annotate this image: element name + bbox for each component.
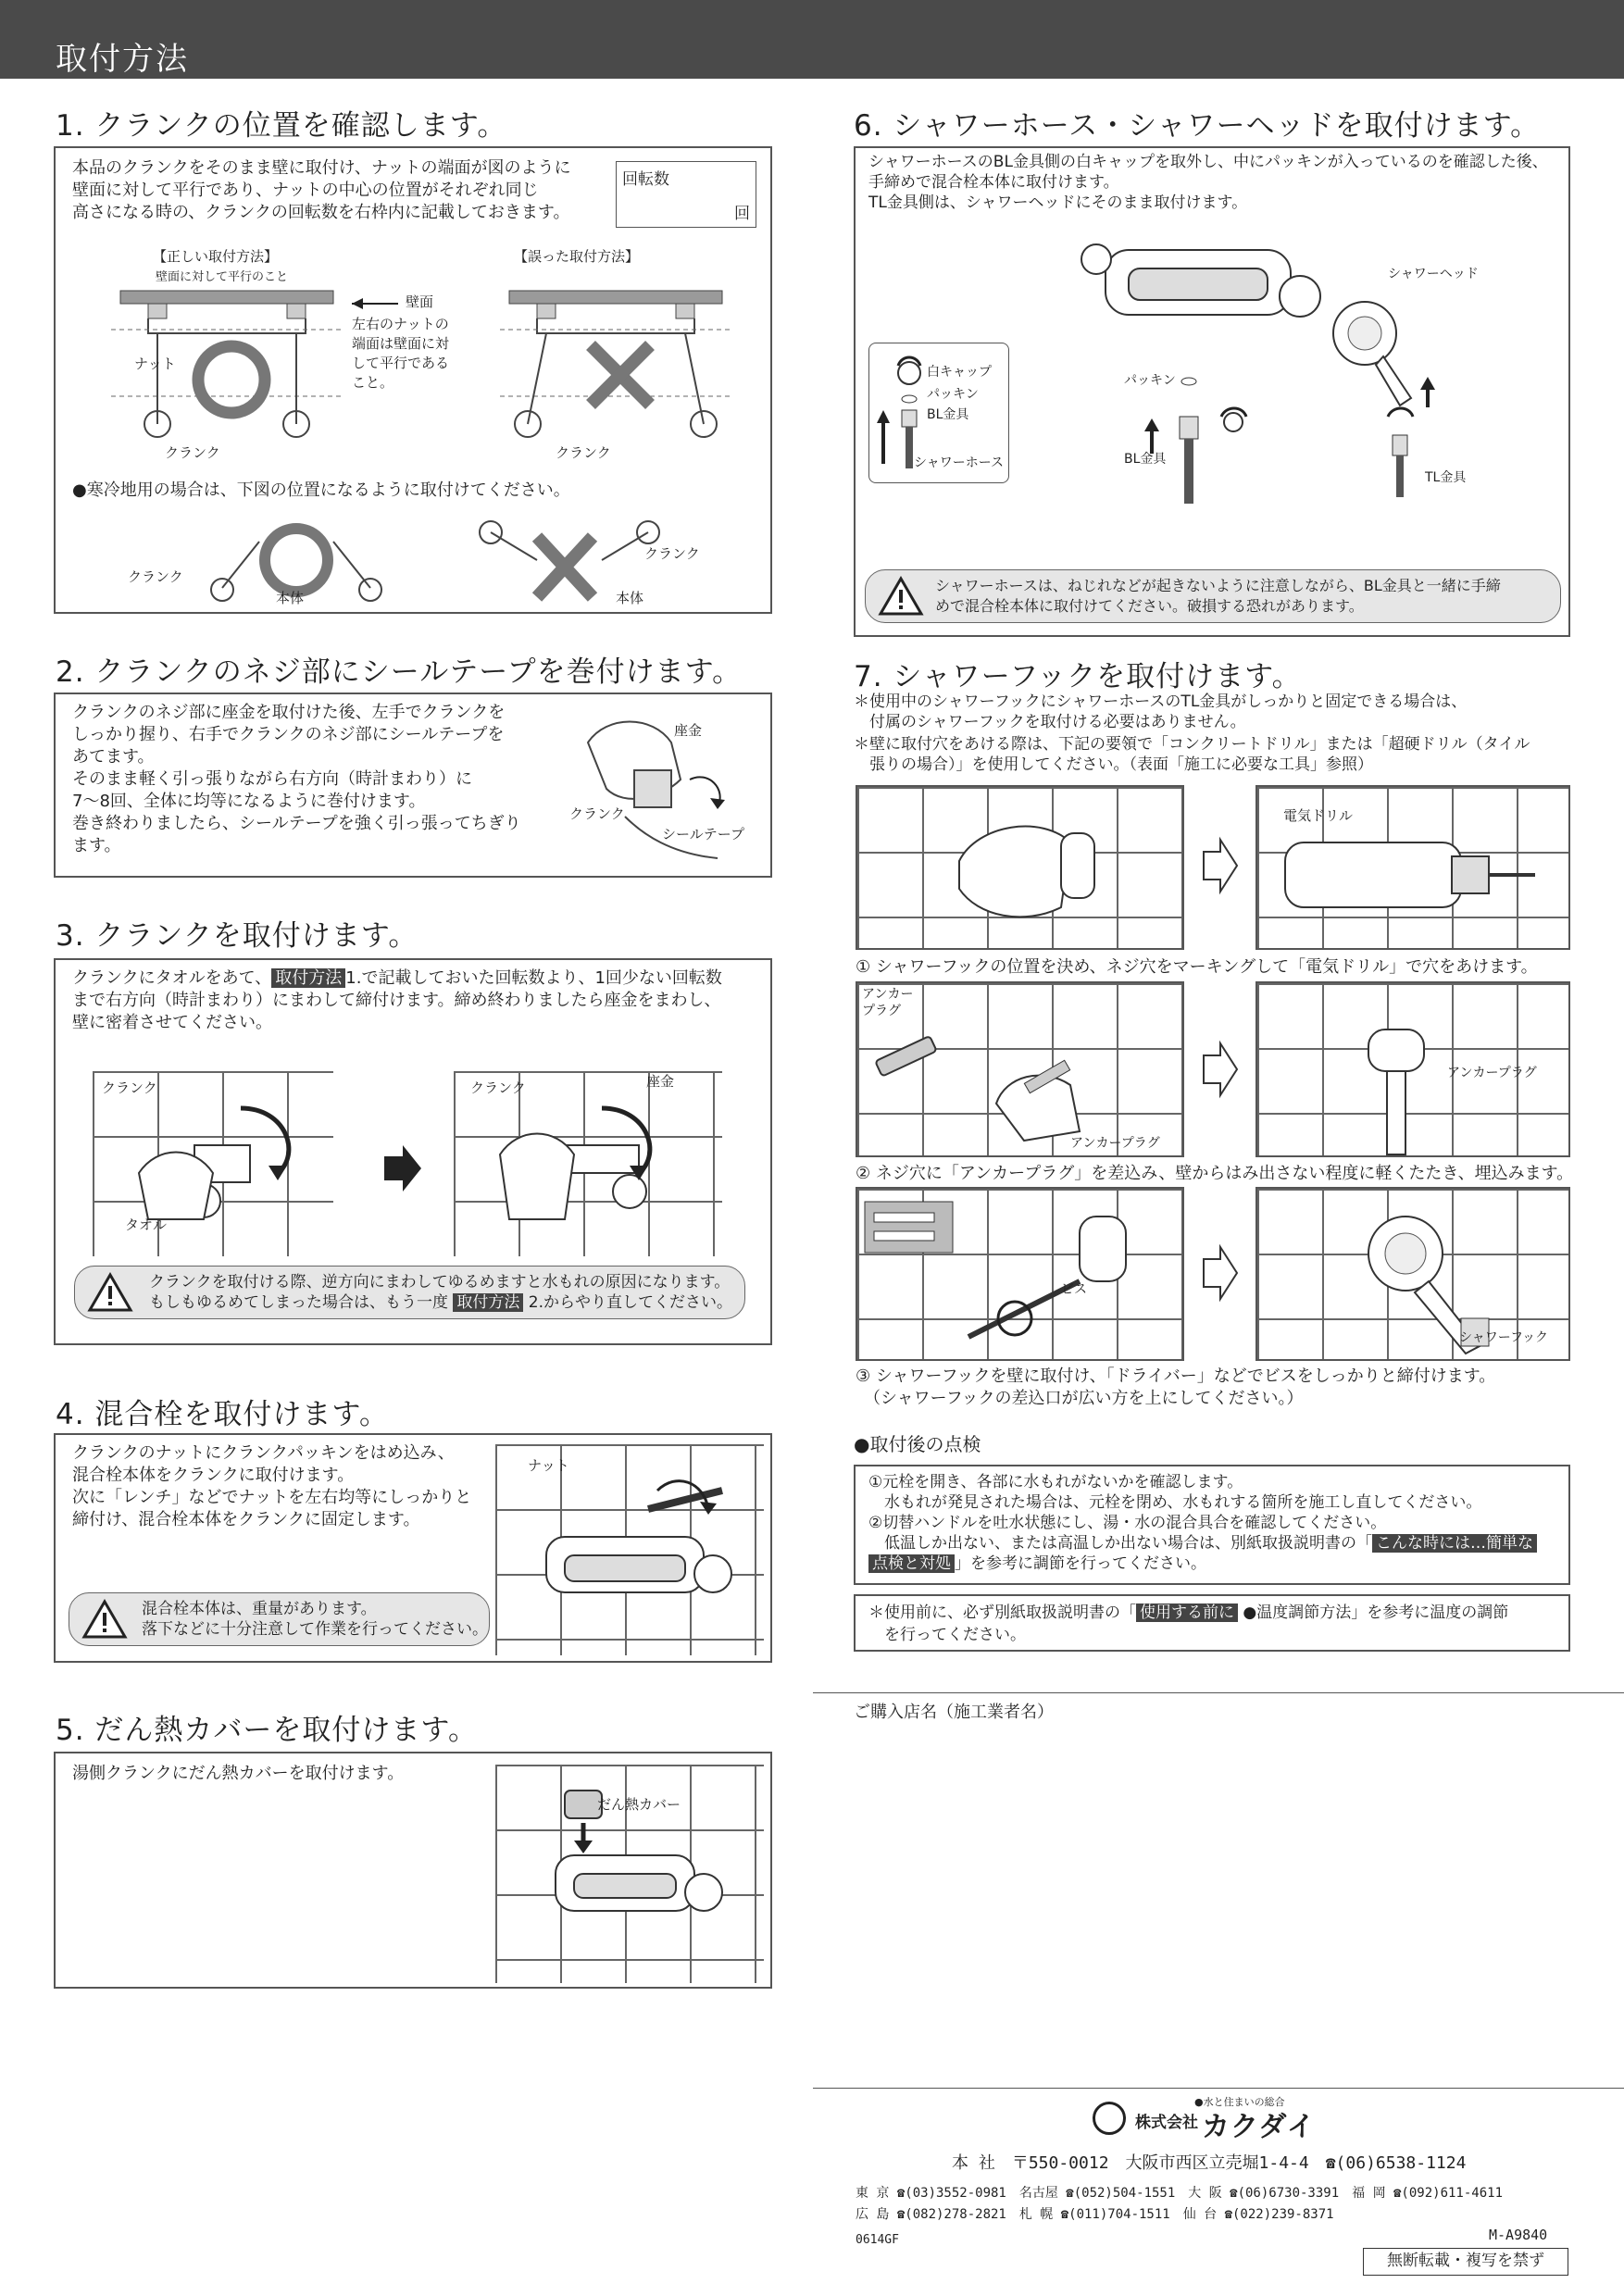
section-3-text: クランクにタオルをあて、 取付方法 1.で記載しておいた回転数より、1回少ない回転数 まで右方向（時計まわり）にまわして締付けます。締め終わりましたら座金をまわし、 壁に密着させてください。 [72, 968, 722, 1032]
section-6-warning-text: シャワーホースは、ねじれなどが起きないように注意しながら、BL金具と一緒に手締 めで混合栓本体に取付けてください。破損する恐れがあります。 [935, 577, 1501, 615]
print-code: 0614GF [856, 2233, 899, 2247]
section-2-box [54, 693, 772, 878]
washer-label-s3: 座金 [646, 1073, 675, 1090]
section-3-title: 3. クランクを取付けます。 [56, 919, 418, 953]
crank-label-s3a: クランク [102, 1079, 157, 1096]
offices-line-2: 広 島 ☎(082)278-2821 札 幌 ☎(011)704-1511 仙 台 ☎(022)239-8371 [856, 2207, 1334, 2222]
prenote-text: ＊使用前に、必ず別紙取扱説明書の「 使用する前に ●温度調節方法」を参考に温度の調節 を行ってください。 [868, 1603, 1509, 1644]
hq-address: 本 社 〒550-0012 大阪市西区立売堀1-4-4 ☎(06)6538-1124 [952, 2153, 1467, 2173]
towel-label: タオル [125, 1217, 168, 1233]
prenote-box [854, 1594, 1570, 1652]
wall-arrow [352, 294, 407, 313]
cold-region-note: ●寒冷地用の場合は、下図の位置になるように取付けてください。 [72, 480, 570, 500]
drill-shape [1276, 824, 1554, 935]
section-1-box [54, 146, 772, 614]
section-6-warning [865, 569, 1561, 623]
step1-illust-a [856, 785, 1184, 950]
section-2-text: クランクのネジ部に座金を取付けた後、左手でクランクを しっかり握り、右手でクランクのネジ部にシールテープを あてます。 そのまま軽く引っ張りながら右方向（時計まわり）に 7〜8回、全体に均等になるように巻付けます。 巻き終わりましたら、シールテープを強く引っ張ってちぎり ます。 [72, 703, 521, 855]
company-prefix: 株式会社 [1135, 2114, 1198, 2132]
section-4-box [54, 1433, 772, 1663]
marking-hands [941, 805, 1126, 944]
warning-icon [879, 577, 923, 616]
shower-head-label: シャワーヘッド [1388, 267, 1479, 281]
step1-illust-b [1255, 785, 1570, 950]
bl-label: BL金具 [927, 407, 969, 422]
crank-hand-2 [491, 1090, 694, 1238]
kakudai-logo-icon [1093, 2102, 1126, 2135]
section-6-title: 6. シャワーホース・シャワーヘッドを取付けます。 [854, 109, 1541, 143]
crank-label-2: クランク [556, 444, 611, 461]
wrong-mark [583, 338, 657, 412]
company-logo [1093, 2094, 1352, 2143]
check-box [854, 1465, 1570, 1585]
step3-illust-b [1255, 1187, 1570, 1361]
packing-label: パッキン [927, 387, 979, 402]
shop-name-label: ご購入店名（施工業者名） [854, 1703, 1054, 1722]
cold-crank-label-2: クランク [644, 545, 700, 562]
drill-label: 電気ドリル [1283, 807, 1354, 824]
sealtape-illustration [569, 705, 755, 872]
warning-icon [82, 1600, 127, 1639]
section-6-box [854, 146, 1570, 637]
anchor-plug-label-c: アンカープラグ [1447, 1066, 1537, 1080]
anchor-plug-shape [871, 1029, 945, 1085]
step2-illust-a [856, 981, 1184, 1157]
cold-crank-label-1: クランク [128, 568, 183, 585]
next-arrow-1 [1202, 838, 1239, 893]
packing2-label: パッキン [1124, 373, 1176, 388]
tag-install-method: 取付方法 [271, 968, 345, 988]
hose-label: シャワーホース [914, 455, 1005, 470]
correct-sub: 壁面に対して平行のこと [156, 270, 289, 284]
bl2-label: BL金具 [1124, 452, 1167, 467]
document-number: M-A9840 [1489, 2227, 1548, 2243]
company-slogan: ●水と住まいの総合 [1194, 2096, 1285, 2108]
screw-label: ビス [1061, 1282, 1087, 1297]
step1-caption: ① シャワーフックの位置を決め、ネジ穴をマーキングして「電気ドリル」で穴をあけます。 [856, 957, 1538, 977]
sealtape-label: シールテープ [662, 826, 744, 842]
hook-label: シャワーフック [1459, 1330, 1549, 1345]
footer-divider [813, 2088, 1624, 2089]
section-1-title: 1. クランクの位置を確認します。 [56, 109, 507, 143]
correct-mark [190, 338, 273, 421]
next-arrow-s3 [384, 1145, 421, 1192]
wrong-title: 【誤った取付方法】 [514, 248, 640, 265]
shop-divider [813, 1692, 1624, 1693]
section-7-note-1: ＊使用中のシャワーフックにシャワーホースのTL金具がしっかりと固定できる場合は、 付属のシャワーフックを取付ける必要はありません。 [854, 693, 1468, 731]
nut-label-s4: ナット [528, 1457, 569, 1474]
company-name: カクダイ [1202, 2111, 1316, 2143]
next-arrow-2 [1202, 1042, 1239, 1097]
nut-label: ナット [134, 356, 176, 372]
correct-title: 【正しい取付方法】 [153, 248, 279, 265]
page-title: 取付方法 [56, 41, 189, 78]
crank-label-s2: クランク [569, 805, 625, 822]
section-3-warning [74, 1266, 745, 1319]
crank-label-s3b: クランク [470, 1079, 526, 1096]
section-5-title: 5. だん熱カバーを取付けます。 [56, 1714, 478, 1747]
section-4-title: 4. 混合栓を取付けます。 [56, 1398, 389, 1431]
section-5-box [54, 1752, 772, 1989]
hose-inset [868, 343, 1009, 483]
header-bar [0, 0, 1624, 79]
cold-body-label-2: 本体 [616, 590, 644, 606]
rotation-label: 回転数 [622, 170, 669, 189]
tl-label: TL金具 [1425, 470, 1467, 485]
section-2-title: 2. クランクのネジ部にシールテープを巻付けます。 [56, 655, 743, 689]
section-4-text: クランクのナットにクランクパッキンをはめ込み、 混合栓本体をクランクに取付けます。 次に「レンチ」などでナットを左右均等にしっかりと 締付け、混合栓本体をクランクに固定します。 [72, 1443, 472, 1529]
section-6-text: シャワーホースのBL金具側の白キャップを取外し、中にパッキンが入っているのを確認した後、 手締めで混合栓本体に取付けます。 TL金具側は、シャワーヘッドにそのまま取付けます。 [868, 153, 1548, 212]
offices-line-1: 東 京 ☎(03)3552-0981 名古屋 ☎(052)504-1551 大 阪 ☎(06)6730-3391 福 岡 ☎(092)611-4611 [856, 2186, 1504, 2201]
section-1-text: 本品のクランクをそのまま壁に取付け、ナットの端面が図のように 壁面に対して平行であり、ナットの中心の位置がそれぞれ同じ 高さになる時の、クランクの回転数を右枠内に記載しておきます。 [72, 158, 571, 222]
section-3-box [54, 958, 772, 1345]
copyright-notice: 無断転載・複写を禁ず [1363, 2248, 1568, 2276]
section-3-warning-text: クランクを取付ける際、逆方向にまわしてゆるめますと水もれの原因になります。 もしもゆるめてしまった場合は、もう一度 取付方法 2.からやり直してください。 [149, 1273, 733, 1312]
check-text: ①元栓を開き、各部に水もれがないかを確認します。 水もれが発見された場合は、元栓を閉め、水もれする箇所を施工し直してください。 ②切替ハンドルを吐水状態にし、湯・水の混合具合を確認してください。 低温しか出ない、または高温しか出ない場合は、別紙取扱説明書の「 こんな時には…簡単な 点検と対処 」を参考に調節を行ってください。 [868, 1472, 1537, 1574]
next-arrow-3 [1202, 1245, 1239, 1301]
screwdriver-shape [950, 1207, 1154, 1355]
anchor-plug-label-b: アンカープラグ [1070, 1136, 1160, 1151]
rotation-box [616, 161, 756, 228]
cover-label: だん熱カバー [597, 1796, 681, 1813]
warning-icon [88, 1273, 132, 1312]
anchor-plug-label-a: アンカー プラグ [862, 987, 914, 1018]
mixer-wrench [518, 1472, 750, 1639]
step2-illust-b [1255, 981, 1570, 1157]
section-5-text: 湯側クランクにだん熱カバーを取付けます。 [72, 1764, 405, 1783]
plug-inset [865, 1202, 957, 1257]
section-4-warning [69, 1592, 490, 1646]
washer-label: 座金 [674, 722, 703, 739]
hammer-shape [1359, 1020, 1489, 1157]
parallel-note: 左右のナットの 端面は壁面に対 して平行である こと。 [352, 316, 450, 391]
section-7-title: 7. シャワーフックを取付けます。 [854, 660, 1302, 693]
step3-illust-a [856, 1187, 1184, 1361]
section-4-warning-text: 混合栓本体は、重量があります。 落下などに十分注意して作業を行ってください。 [142, 1600, 488, 1639]
step3-caption: ③ シャワーフックを壁に取付け、「ドライバー」などでビスをしっかりと締付けます。 （シャワーフックの差込口が広い方を上にしてください。） [856, 1366, 1496, 1408]
white-cap-label: 白キャップ [927, 365, 992, 380]
cold-body-label-1: 本体 [276, 590, 305, 606]
crank-label-1: クランク [165, 444, 220, 461]
check-title: ●取付後の点検 [854, 1433, 981, 1455]
rotation-unit: 回 [734, 205, 750, 223]
section-7-note-2: ＊壁に取付穴をあける際は、下記の要領で「コンクリートドリル」または「超硬ドリル（タイル 張りの場合）」を使用してください。（表面「施工に必要な工具」参照） [854, 735, 1530, 774]
step2-caption: ② ネジ穴に「アンカープラグ」を差込み、壁からはみ出さない程度に軽くたたき、埋込みます。 [856, 1164, 1574, 1183]
wall-label: 壁面 [406, 293, 434, 310]
